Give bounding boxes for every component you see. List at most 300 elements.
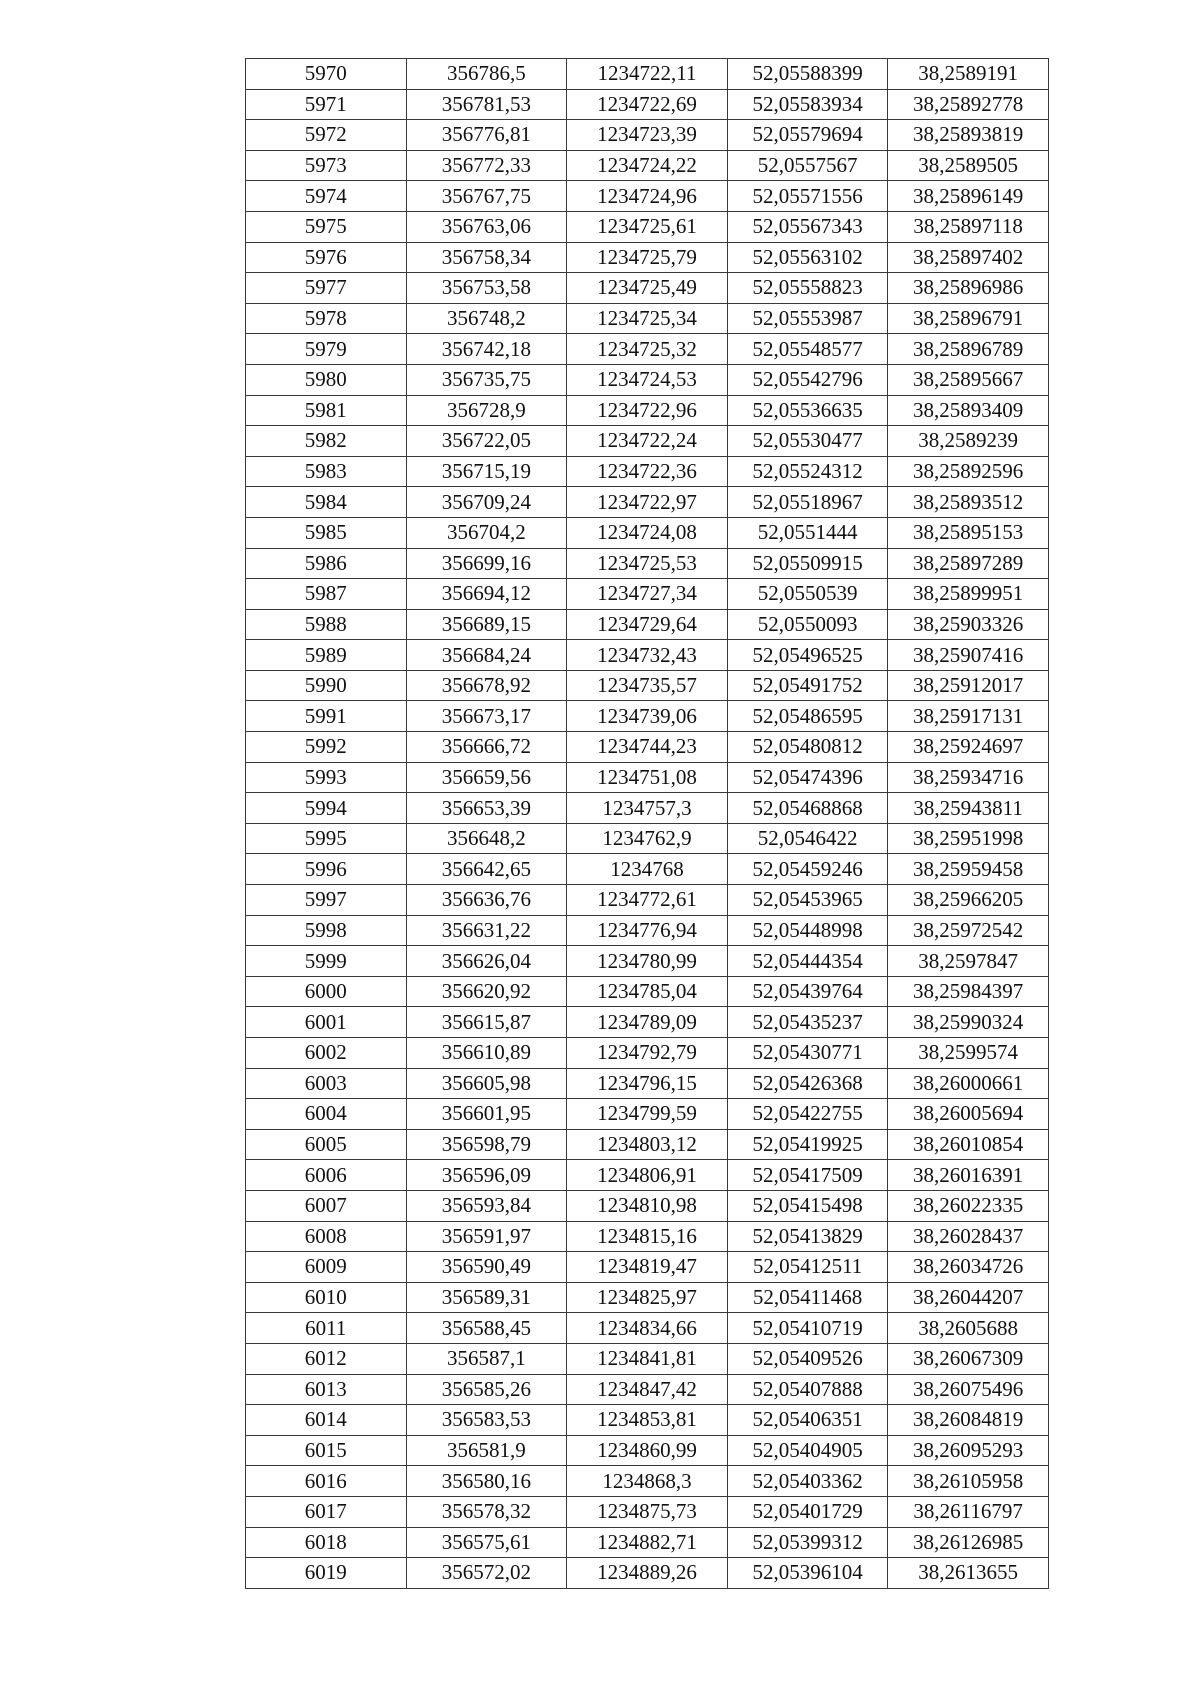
longitude-cell: 38,26095293 [888, 1435, 1049, 1466]
longitude-cell: 38,25903326 [888, 609, 1049, 640]
x-coordinate-cell: 356781,53 [406, 89, 567, 120]
latitude-cell: 52,0550093 [727, 609, 888, 640]
latitude-cell: 52,05403362 [727, 1466, 888, 1497]
latitude-cell: 52,05396104 [727, 1558, 888, 1589]
table-row [246, 1527, 1049, 1558]
point-number-cell: 6009 [246, 1252, 407, 1283]
x-coordinate-cell: 356678,92 [406, 670, 567, 701]
point-number-cell: 6015 [246, 1435, 407, 1466]
longitude-cell: 38,26126985 [888, 1527, 1049, 1558]
x-coordinate-cell: 356728,9 [406, 395, 567, 426]
table-row [246, 946, 1049, 977]
x-coordinate-cell: 356610,89 [406, 1038, 567, 1069]
y-coordinate-cell: 1234725,53 [567, 548, 728, 579]
x-coordinate-cell: 356575,61 [406, 1527, 567, 1558]
y-coordinate-cell: 1234725,61 [567, 211, 728, 242]
point-number-cell: 6016 [246, 1466, 407, 1497]
table-row [246, 1038, 1049, 1069]
latitude-cell: 52,05399312 [727, 1527, 888, 1558]
longitude-cell: 38,25896149 [888, 181, 1049, 212]
latitude-cell: 52,05558823 [727, 273, 888, 304]
table-row [246, 701, 1049, 732]
longitude-cell: 38,25893819 [888, 120, 1049, 151]
x-coordinate-cell: 356615,87 [406, 1007, 567, 1038]
x-coordinate-cell: 356590,49 [406, 1252, 567, 1283]
y-coordinate-cell: 1234757,3 [567, 793, 728, 824]
point-number-cell: 5984 [246, 487, 407, 518]
latitude-cell: 52,05435237 [727, 1007, 888, 1038]
point-number-cell: 5988 [246, 609, 407, 640]
latitude-cell: 52,05530477 [727, 426, 888, 457]
latitude-cell: 52,05588399 [727, 59, 888, 90]
table-row [246, 303, 1049, 334]
latitude-cell: 52,0546422 [727, 823, 888, 854]
point-number-cell: 5981 [246, 395, 407, 426]
x-coordinate-cell: 356653,39 [406, 793, 567, 824]
latitude-cell: 52,05583934 [727, 89, 888, 120]
point-number-cell: 6010 [246, 1282, 407, 1313]
latitude-cell: 52,05412511 [727, 1252, 888, 1283]
latitude-cell: 52,05567343 [727, 211, 888, 242]
y-coordinate-cell: 1234792,79 [567, 1038, 728, 1069]
longitude-cell: 38,25912017 [888, 670, 1049, 701]
longitude-cell: 38,26116797 [888, 1496, 1049, 1527]
longitude-cell: 38,25899951 [888, 579, 1049, 610]
point-number-cell: 5992 [246, 732, 407, 763]
latitude-cell: 52,05444354 [727, 946, 888, 977]
x-coordinate-cell: 356748,2 [406, 303, 567, 334]
latitude-cell: 52,05571556 [727, 181, 888, 212]
table-row [246, 181, 1049, 212]
point-number-cell: 5987 [246, 579, 407, 610]
point-number-cell: 5979 [246, 334, 407, 365]
latitude-cell: 52,05542796 [727, 364, 888, 395]
longitude-cell: 38,25893409 [888, 395, 1049, 426]
y-coordinate-cell: 1234785,04 [567, 976, 728, 1007]
point-number-cell: 5998 [246, 915, 407, 946]
y-coordinate-cell: 1234751,08 [567, 762, 728, 793]
latitude-cell: 52,05474396 [727, 762, 888, 793]
longitude-cell: 38,26022335 [888, 1190, 1049, 1221]
table-row [246, 1435, 1049, 1466]
table-row [246, 89, 1049, 120]
y-coordinate-cell: 1234882,71 [567, 1527, 728, 1558]
x-coordinate-cell: 356753,58 [406, 273, 567, 304]
x-coordinate-cell: 356735,75 [406, 364, 567, 395]
point-number-cell: 6008 [246, 1221, 407, 1252]
point-number-cell: 5972 [246, 120, 407, 151]
y-coordinate-cell: 1234803,12 [567, 1129, 728, 1160]
longitude-cell: 38,26028437 [888, 1221, 1049, 1252]
latitude-cell: 52,05480812 [727, 732, 888, 763]
table-row [246, 732, 1049, 763]
x-coordinate-cell: 356694,12 [406, 579, 567, 610]
latitude-cell: 52,05422755 [727, 1099, 888, 1130]
x-coordinate-cell: 356572,02 [406, 1558, 567, 1589]
point-number-cell: 5973 [246, 150, 407, 181]
latitude-cell: 52,05407888 [727, 1374, 888, 1405]
y-coordinate-cell: 1234841,81 [567, 1343, 728, 1374]
x-coordinate-cell: 356715,19 [406, 456, 567, 487]
y-coordinate-cell: 1234789,09 [567, 1007, 728, 1038]
table-row [246, 242, 1049, 273]
x-coordinate-cell: 356580,16 [406, 1466, 567, 1497]
y-coordinate-cell: 1234722,24 [567, 426, 728, 457]
longitude-cell: 38,2613655 [888, 1558, 1049, 1589]
table-row [246, 579, 1049, 610]
latitude-cell: 52,05536635 [727, 395, 888, 426]
y-coordinate-cell: 1234722,97 [567, 487, 728, 518]
point-number-cell: 6012 [246, 1343, 407, 1374]
table-row [246, 793, 1049, 824]
x-coordinate-cell: 356605,98 [406, 1068, 567, 1099]
longitude-cell: 38,25896789 [888, 334, 1049, 365]
point-number-cell: 5994 [246, 793, 407, 824]
latitude-cell: 52,05411468 [727, 1282, 888, 1313]
table-row [246, 120, 1049, 151]
longitude-cell: 38,25892596 [888, 456, 1049, 487]
longitude-cell: 38,25892778 [888, 89, 1049, 120]
longitude-cell: 38,25917131 [888, 701, 1049, 732]
longitude-cell: 38,2597847 [888, 946, 1049, 977]
y-coordinate-cell: 1234776,94 [567, 915, 728, 946]
longitude-cell: 38,25966205 [888, 885, 1049, 916]
latitude-cell: 52,05459246 [727, 854, 888, 885]
latitude-cell: 52,05518967 [727, 487, 888, 518]
longitude-cell: 38,26010854 [888, 1129, 1049, 1160]
x-coordinate-cell: 356684,24 [406, 640, 567, 671]
latitude-cell: 52,0557567 [727, 150, 888, 181]
longitude-cell: 38,26044207 [888, 1282, 1049, 1313]
point-number-cell: 5971 [246, 89, 407, 120]
longitude-cell: 38,2605688 [888, 1313, 1049, 1344]
point-number-cell: 5978 [246, 303, 407, 334]
y-coordinate-cell: 1234722,96 [567, 395, 728, 426]
longitude-cell: 38,25943811 [888, 793, 1049, 824]
table-row [246, 1007, 1049, 1038]
latitude-cell: 52,05415498 [727, 1190, 888, 1221]
y-coordinate-cell: 1234725,79 [567, 242, 728, 273]
longitude-cell: 38,25951998 [888, 823, 1049, 854]
latitude-cell: 52,05496525 [727, 640, 888, 671]
latitude-cell: 52,05409526 [727, 1343, 888, 1374]
x-coordinate-cell: 356631,22 [406, 915, 567, 946]
y-coordinate-cell: 1234744,23 [567, 732, 728, 763]
table-row [246, 334, 1049, 365]
table-row [246, 1466, 1049, 1497]
latitude-cell: 52,05439764 [727, 976, 888, 1007]
table-row [246, 1313, 1049, 1344]
table-row [246, 211, 1049, 242]
x-coordinate-cell: 356786,5 [406, 59, 567, 90]
point-number-cell: 5999 [246, 946, 407, 977]
x-coordinate-cell: 356699,16 [406, 548, 567, 579]
y-coordinate-cell: 1234725,32 [567, 334, 728, 365]
x-coordinate-cell: 356591,97 [406, 1221, 567, 1252]
longitude-cell: 38,2589505 [888, 150, 1049, 181]
x-coordinate-cell: 356589,31 [406, 1282, 567, 1313]
point-number-cell: 5976 [246, 242, 407, 273]
latitude-cell: 52,05486595 [727, 701, 888, 732]
y-coordinate-cell: 1234724,96 [567, 181, 728, 212]
longitude-cell: 38,25893512 [888, 487, 1049, 518]
longitude-cell: 38,26016391 [888, 1160, 1049, 1191]
y-coordinate-cell: 1234722,11 [567, 59, 728, 90]
table-row [246, 487, 1049, 518]
point-number-cell: 5990 [246, 670, 407, 701]
x-coordinate-cell: 356772,33 [406, 150, 567, 181]
longitude-cell: 38,25895153 [888, 517, 1049, 548]
y-coordinate-cell: 1234853,81 [567, 1405, 728, 1436]
point-number-cell: 6018 [246, 1527, 407, 1558]
x-coordinate-cell: 356659,56 [406, 762, 567, 793]
point-number-cell: 6000 [246, 976, 407, 1007]
table-row [246, 548, 1049, 579]
point-number-cell: 6013 [246, 1374, 407, 1405]
x-coordinate-cell: 356596,09 [406, 1160, 567, 1191]
table-row [246, 1068, 1049, 1099]
longitude-cell: 38,25959458 [888, 854, 1049, 885]
longitude-cell: 38,26000661 [888, 1068, 1049, 1099]
y-coordinate-cell: 1234772,61 [567, 885, 728, 916]
table-row [246, 1252, 1049, 1283]
latitude-cell: 52,05430771 [727, 1038, 888, 1069]
table-row [246, 1282, 1049, 1313]
point-number-cell: 6002 [246, 1038, 407, 1069]
x-coordinate-cell: 356689,15 [406, 609, 567, 640]
longitude-cell: 38,25984397 [888, 976, 1049, 1007]
y-coordinate-cell: 1234815,16 [567, 1221, 728, 1252]
x-coordinate-cell: 356598,79 [406, 1129, 567, 1160]
point-number-cell: 6011 [246, 1313, 407, 1344]
x-coordinate-cell: 356588,45 [406, 1313, 567, 1344]
y-coordinate-cell: 1234819,47 [567, 1252, 728, 1283]
y-coordinate-cell: 1234834,66 [567, 1313, 728, 1344]
table-row [246, 1190, 1049, 1221]
longitude-cell: 38,2589191 [888, 59, 1049, 90]
latitude-cell: 52,05410719 [727, 1313, 888, 1344]
y-coordinate-cell: 1234727,34 [567, 579, 728, 610]
point-number-cell: 5975 [246, 211, 407, 242]
table-row [246, 640, 1049, 671]
y-coordinate-cell: 1234875,73 [567, 1496, 728, 1527]
x-coordinate-cell: 356642,65 [406, 854, 567, 885]
point-number-cell: 5977 [246, 273, 407, 304]
latitude-cell: 52,05453965 [727, 885, 888, 916]
longitude-cell: 38,25895667 [888, 364, 1049, 395]
x-coordinate-cell: 356587,1 [406, 1343, 567, 1374]
y-coordinate-cell: 1234729,64 [567, 609, 728, 640]
x-coordinate-cell: 356767,75 [406, 181, 567, 212]
point-number-cell: 5991 [246, 701, 407, 732]
latitude-cell: 52,05419925 [727, 1129, 888, 1160]
table-row [246, 823, 1049, 854]
table-row [246, 1558, 1049, 1589]
y-coordinate-cell: 1234806,91 [567, 1160, 728, 1191]
x-coordinate-cell: 356578,32 [406, 1496, 567, 1527]
longitude-cell: 38,26067309 [888, 1343, 1049, 1374]
latitude-cell: 52,0551444 [727, 517, 888, 548]
point-number-cell: 5980 [246, 364, 407, 395]
x-coordinate-cell: 356626,04 [406, 946, 567, 977]
longitude-cell: 38,25897118 [888, 211, 1049, 242]
point-number-cell: 5997 [246, 885, 407, 916]
latitude-cell: 52,05406351 [727, 1405, 888, 1436]
x-coordinate-cell: 356709,24 [406, 487, 567, 518]
longitude-cell: 38,25907416 [888, 640, 1049, 671]
table-row [246, 59, 1049, 90]
latitude-cell: 52,05426368 [727, 1068, 888, 1099]
table-row [246, 670, 1049, 701]
table-row [246, 150, 1049, 181]
point-number-cell: 6019 [246, 1558, 407, 1589]
point-number-cell: 6004 [246, 1099, 407, 1130]
x-coordinate-cell: 356636,76 [406, 885, 567, 916]
y-coordinate-cell: 1234739,06 [567, 701, 728, 732]
x-coordinate-cell: 356581,9 [406, 1435, 567, 1466]
y-coordinate-cell: 1234722,69 [567, 89, 728, 120]
longitude-cell: 38,2589239 [888, 426, 1049, 457]
longitude-cell: 38,25896791 [888, 303, 1049, 334]
table-row [246, 1405, 1049, 1436]
table-row [246, 1160, 1049, 1191]
point-number-cell: 6007 [246, 1190, 407, 1221]
longitude-cell: 38,26105958 [888, 1466, 1049, 1497]
table-row [246, 1496, 1049, 1527]
x-coordinate-cell: 356601,95 [406, 1099, 567, 1130]
point-number-cell: 5989 [246, 640, 407, 671]
y-coordinate-cell: 1234724,22 [567, 150, 728, 181]
point-number-cell: 5993 [246, 762, 407, 793]
y-coordinate-cell: 1234796,15 [567, 1068, 728, 1099]
table-row [246, 364, 1049, 395]
latitude-cell: 52,05448998 [727, 915, 888, 946]
x-coordinate-cell: 356722,05 [406, 426, 567, 457]
y-coordinate-cell: 1234825,97 [567, 1282, 728, 1313]
y-coordinate-cell: 1234723,39 [567, 120, 728, 151]
y-coordinate-cell: 1234762,9 [567, 823, 728, 854]
x-coordinate-cell: 356742,18 [406, 334, 567, 365]
table-row [246, 885, 1049, 916]
x-coordinate-cell: 356763,06 [406, 211, 567, 242]
point-number-cell: 5996 [246, 854, 407, 885]
latitude-cell: 52,05563102 [727, 242, 888, 273]
table-row [246, 609, 1049, 640]
latitude-cell: 52,05401729 [727, 1496, 888, 1527]
coordinates-table [245, 58, 1049, 1589]
table-row [246, 854, 1049, 885]
latitude-cell: 52,05548577 [727, 334, 888, 365]
table-row [246, 1221, 1049, 1252]
point-number-cell: 6001 [246, 1007, 407, 1038]
latitude-cell: 52,05579694 [727, 120, 888, 151]
table-row [246, 1374, 1049, 1405]
y-coordinate-cell: 1234847,42 [567, 1374, 728, 1405]
x-coordinate-cell: 356648,2 [406, 823, 567, 854]
point-number-cell: 6005 [246, 1129, 407, 1160]
latitude-cell: 52,05417509 [727, 1160, 888, 1191]
x-coordinate-cell: 356776,81 [406, 120, 567, 151]
table-row [246, 426, 1049, 457]
table-row [246, 1343, 1049, 1374]
longitude-cell: 38,25896986 [888, 273, 1049, 304]
longitude-cell: 38,26075496 [888, 1374, 1049, 1405]
table-row [246, 273, 1049, 304]
table-row [246, 762, 1049, 793]
y-coordinate-cell: 1234725,34 [567, 303, 728, 334]
point-number-cell: 5974 [246, 181, 407, 212]
y-coordinate-cell: 1234868,3 [567, 1466, 728, 1497]
latitude-cell: 52,0550539 [727, 579, 888, 610]
x-coordinate-cell: 356758,34 [406, 242, 567, 273]
table-row [246, 395, 1049, 426]
point-number-cell: 6003 [246, 1068, 407, 1099]
y-coordinate-cell: 1234725,49 [567, 273, 728, 304]
table-row [246, 915, 1049, 946]
y-coordinate-cell: 1234735,57 [567, 670, 728, 701]
latitude-cell: 52,05553987 [727, 303, 888, 334]
longitude-cell: 38,26084819 [888, 1405, 1049, 1436]
y-coordinate-cell: 1234860,99 [567, 1435, 728, 1466]
y-coordinate-cell: 1234732,43 [567, 640, 728, 671]
point-number-cell: 5983 [246, 456, 407, 487]
table-row [246, 976, 1049, 1007]
y-coordinate-cell: 1234780,99 [567, 946, 728, 977]
x-coordinate-cell: 356583,53 [406, 1405, 567, 1436]
y-coordinate-cell: 1234889,26 [567, 1558, 728, 1589]
y-coordinate-cell: 1234810,98 [567, 1190, 728, 1221]
point-number-cell: 5986 [246, 548, 407, 579]
y-coordinate-cell: 1234799,59 [567, 1099, 728, 1130]
longitude-cell: 38,25934716 [888, 762, 1049, 793]
coordinates-table-body [246, 59, 1049, 1589]
point-number-cell: 5970 [246, 59, 407, 90]
y-coordinate-cell: 1234768 [567, 854, 728, 885]
y-coordinate-cell: 1234724,08 [567, 517, 728, 548]
point-number-cell: 6014 [246, 1405, 407, 1436]
y-coordinate-cell: 1234724,53 [567, 364, 728, 395]
table-row [246, 1129, 1049, 1160]
latitude-cell: 52,05524312 [727, 456, 888, 487]
x-coordinate-cell: 356666,72 [406, 732, 567, 763]
longitude-cell: 38,25990324 [888, 1007, 1049, 1038]
point-number-cell: 5982 [246, 426, 407, 457]
longitude-cell: 38,25924697 [888, 732, 1049, 763]
table-row [246, 456, 1049, 487]
longitude-cell: 38,26034726 [888, 1252, 1049, 1283]
point-number-cell: 5995 [246, 823, 407, 854]
x-coordinate-cell: 356673,17 [406, 701, 567, 732]
latitude-cell: 52,05468868 [727, 793, 888, 824]
point-number-cell: 5985 [246, 517, 407, 548]
longitude-cell: 38,2599574 [888, 1038, 1049, 1069]
x-coordinate-cell: 356585,26 [406, 1374, 567, 1405]
x-coordinate-cell: 356620,92 [406, 976, 567, 1007]
x-coordinate-cell: 356704,2 [406, 517, 567, 548]
longitude-cell: 38,25897289 [888, 548, 1049, 579]
table-row [246, 517, 1049, 548]
latitude-cell: 52,05413829 [727, 1221, 888, 1252]
latitude-cell: 52,05404905 [727, 1435, 888, 1466]
longitude-cell: 38,26005694 [888, 1099, 1049, 1130]
x-coordinate-cell: 356593,84 [406, 1190, 567, 1221]
longitude-cell: 38,25972542 [888, 915, 1049, 946]
latitude-cell: 52,05509915 [727, 548, 888, 579]
table-row [246, 1099, 1049, 1130]
y-coordinate-cell: 1234722,36 [567, 456, 728, 487]
longitude-cell: 38,25897402 [888, 242, 1049, 273]
point-number-cell: 6006 [246, 1160, 407, 1191]
